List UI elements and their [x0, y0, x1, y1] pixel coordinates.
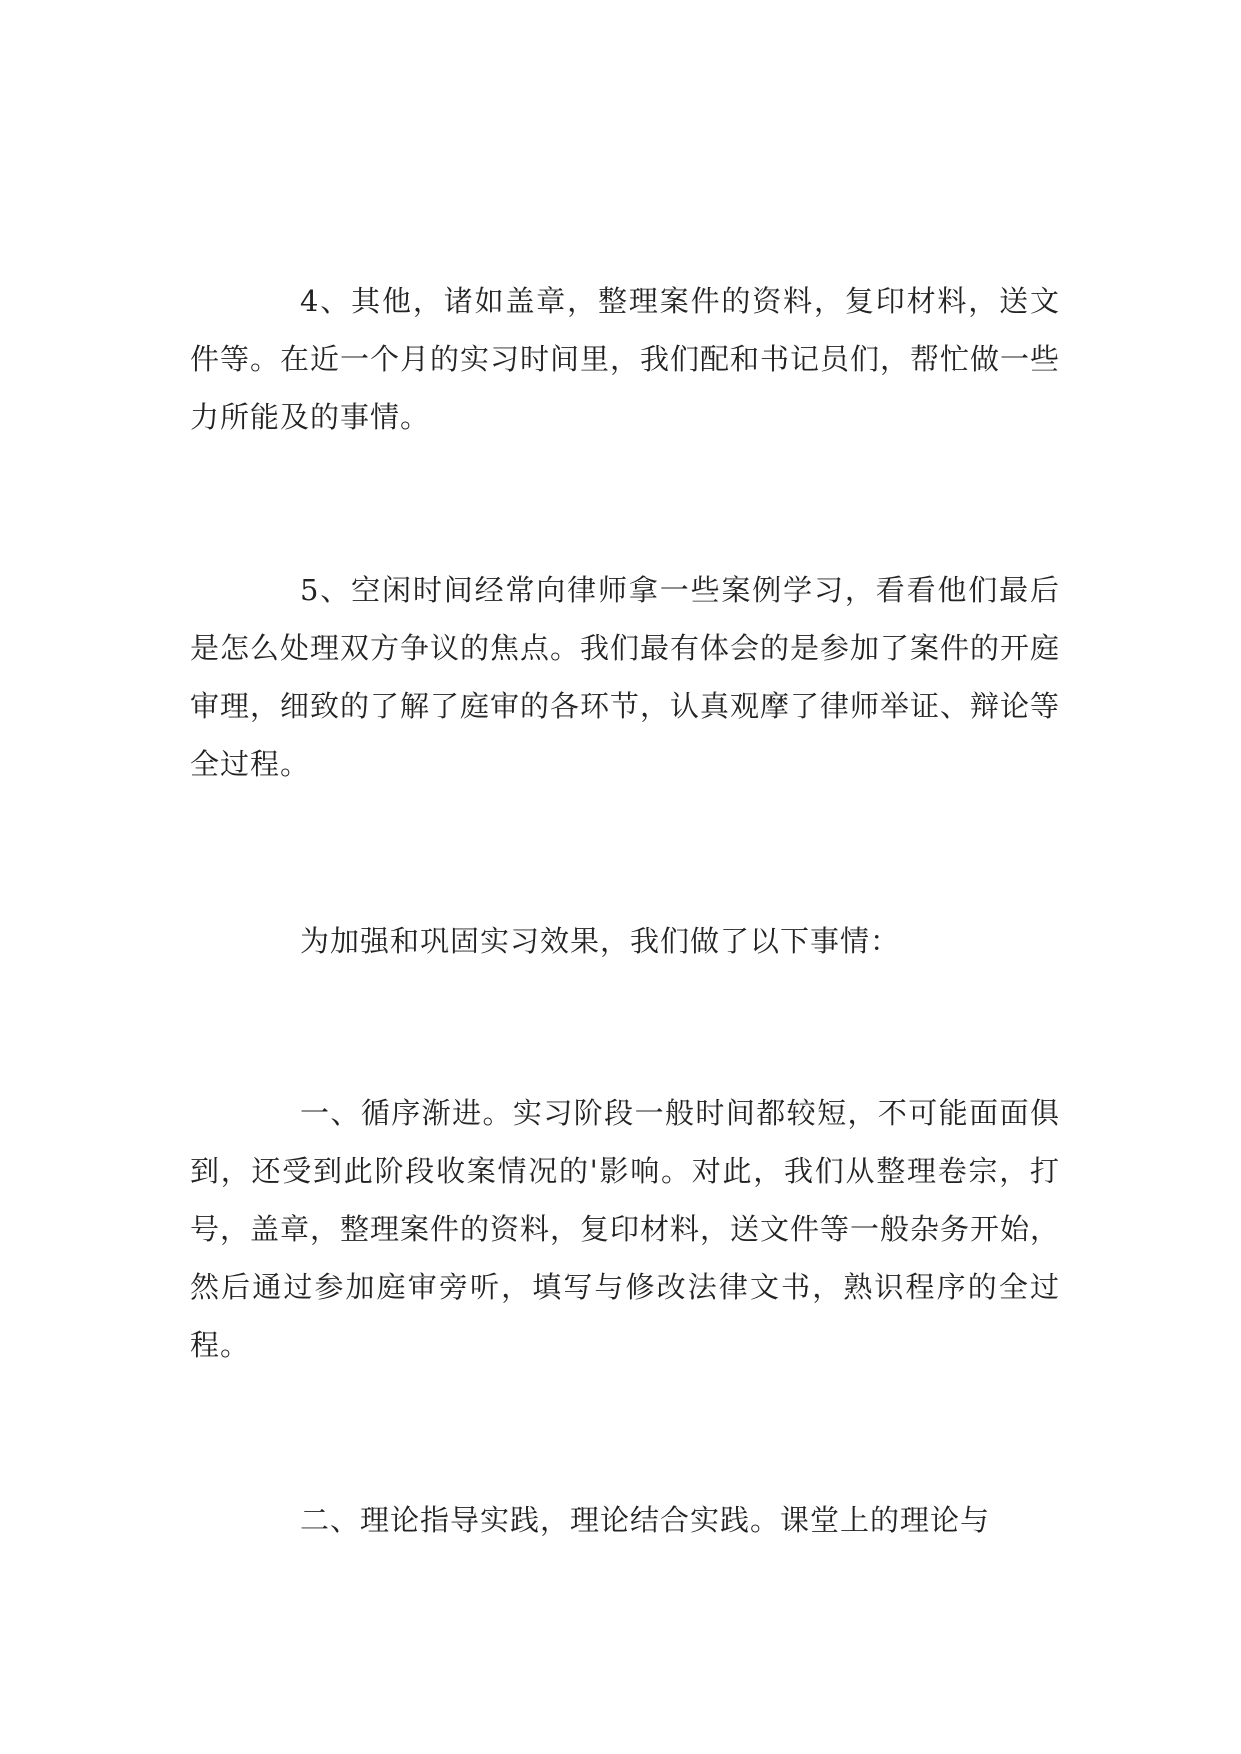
paragraph-point-two-theory-practice: 二、理论指导实践，理论结合实践。课堂上的理论与 [300, 1503, 991, 1537]
paragraph-point-one-gradual: 一、循序渐进。实习阶段一般时间都较短，不可能面面俱到，还受到此阶段收案情况的'影响。对此，我们从整理卷宗，打号，盖章，整理案件的资料，复印材料，送文件等一般杂务开始，然后通过参加庭审旁听，填写与修改法律文书，熟识程序的全过程。 [190, 1096, 1061, 1362]
paragraph-strengthen-intro: 为加强和巩固实习效果，我们做了以下事情： [300, 924, 901, 958]
paragraph-item-5-case-study: 5、空闲时间经常向律师拿一些案例学习，看看他们最后是怎么处理双方争议的焦点。我们最有体会的是参加了案件的开庭审理，细致的了解了庭审的各环节，认真观摩了律师举证、辩论等全过程。 [190, 573, 1061, 781]
paragraph-item-4-other-tasks: 4、其他，诸如盖章，整理案件的资料，复印材料，送文件等。在近一个月的实习时间里，我们配和书记员们，帮忙做一些力所能及的事情。 [190, 284, 1061, 434]
